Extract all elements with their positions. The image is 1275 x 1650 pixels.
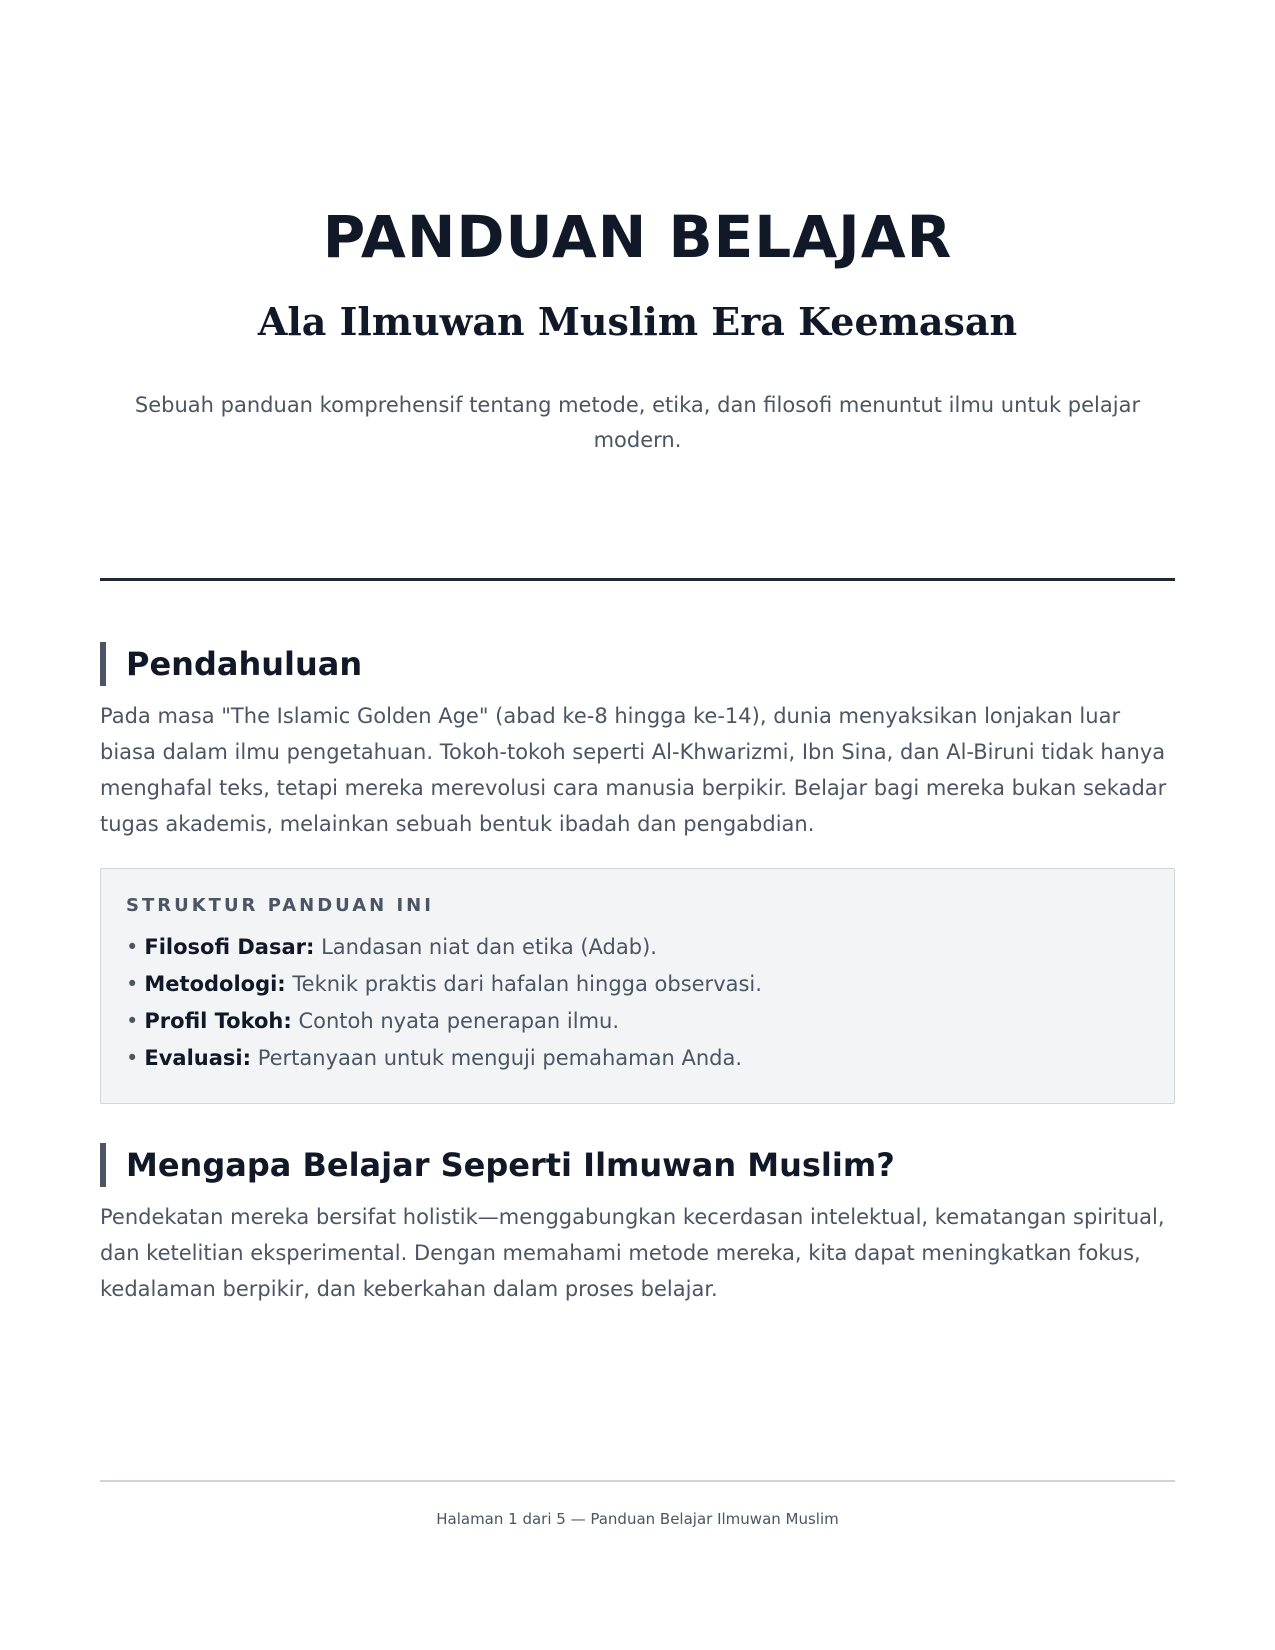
intro-paragraph: Pada masa "The Islamic Golden Age" (abad ke-8 hingga ke-14), dunia menyaksikan lonjakan luar biasa dalam ilmu pengetahuan. Tokoh-tokoh seperti Al-Khwarizmi, Ibn Sina, dan Al-Biruni tidak hanya menghafal teks, tetapi mereka merevolusi cara manusia berpikir. Belajar bagi mereka bukan sekadar tugas akademis, melainkan sebuah bentuk ibadah dan pengabdian. [100,704,1167,836]
callout-title: STRUKTUR PANDUAN INI [126,895,434,916]
heading-accent-bar [100,642,106,686]
bullet-icon: • [126,1046,139,1070]
item-term: Profil Tokoh: [144,1009,292,1033]
structure-callout-box [100,868,1175,1104]
page-footer: Halaman 1 dari 5 — Panduan Belajar Ilmuwan Muslim [436,1510,839,1528]
why-heading-text: Mengapa Belajar Seperti Ilmuwan Muslim? [126,1146,895,1184]
why-paragraph: Pendekatan mereka bersifat holistik—menggabungkan kecerdasan intelektual, kematangan spiritual, dan ketelitian eksperimental. Dengan memahami metode mereka, kita dapat meningkatkan fokus, kedalaman berpikir, dan keberkahan dalam proses belajar. [100,1205,1165,1301]
footer-divider [100,1480,1175,1482]
why-heading [100,1143,1175,1187]
cover-section [100,0,1175,458]
item-term: Filosofi Dasar: [144,935,315,959]
document-title: PANDUAN BELAJAR [322,203,953,271]
structure-list [126,929,1150,1077]
intro-section [100,642,1175,1104]
item-term: Metodologi: [144,972,286,996]
document-subtitle: Ala Ilmuwan Muslim Era Keemasan [257,299,1018,344]
why-section [100,1143,1175,1307]
item-description: Landasan niat dan etika (Adab). [314,935,657,959]
item-description: Contoh nyata penerapan ilmu. [291,1009,620,1033]
cover-divider [100,578,1175,581]
structure-list-item [126,929,1150,966]
item-description: Teknik praktis dari hafalan hingga observasi. [285,972,762,996]
item-description: Pertanyaan untuk menguji pemahaman Anda. [251,1046,743,1070]
structure-list-item [126,966,1150,1003]
intro-heading-text: Pendahuluan [126,645,363,683]
structure-list-item [126,1003,1150,1040]
item-term: Evaluasi: [144,1046,252,1070]
heading-accent-bar [100,1143,106,1187]
document-tagline: Sebuah panduan komprehensif tentang metode, etika, dan filosofi menuntut ilmu untuk pelajar modern. [134,393,1141,452]
intro-heading [100,642,1175,686]
bullet-icon: • [126,972,139,996]
structure-list-item [126,1040,1150,1077]
document-page [100,0,1175,1650]
bullet-icon: • [126,935,139,959]
bullet-icon: • [126,1009,139,1033]
